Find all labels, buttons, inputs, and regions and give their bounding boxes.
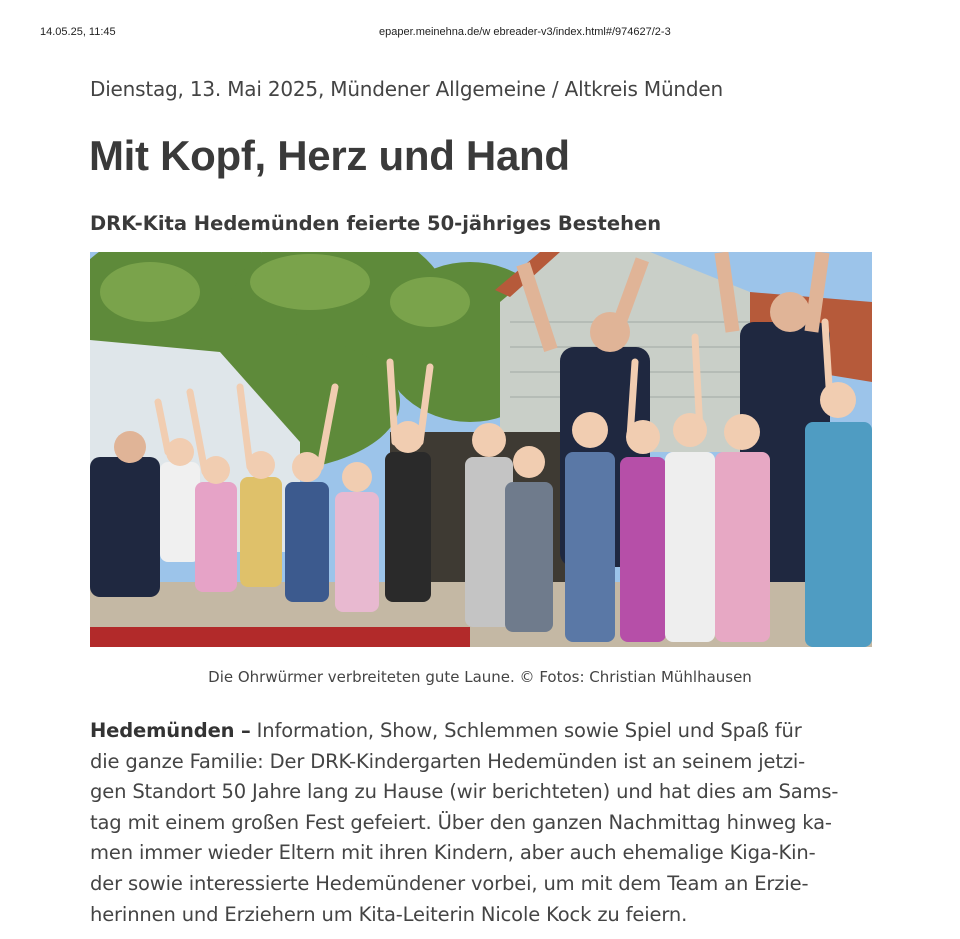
print-timestamp: 14.05.25, 11:45: [40, 26, 116, 38]
body-line: der sowie interessierte Hedemündener vorbei, um mit dem Team an Erzie-: [90, 871, 809, 895]
body-line: tag mit einem großen Fest gefeiert. Über den ganzen Nachmittag hinweg ka-: [90, 810, 832, 834]
body-line: die ganze Familie: Der DRK-Kindergarten Hedemünden ist an seinem jetzi-: [90, 749, 806, 773]
print-header: [0, 26, 960, 40]
article-photo: [90, 252, 872, 647]
body-line-text: Information, Show, Schlemmen sowie Spiel und Spaß für: [250, 719, 802, 742]
body-line: herinnen und Erziehern um Kita-Leiterin Nicole Kock zu feiern.: [90, 902, 688, 926]
print-url: epaper.meinehna.de/w ebreader-v3/index.html#/974627/2-3: [379, 26, 671, 38]
body-line: gen Standort 50 Jahre lang zu Hause (wir berichteten) und hat dies am Sams-: [90, 780, 839, 804]
article-headline: Mit Kopf, Herz und Hand: [89, 132, 570, 179]
photo-caption: Die Ohrwürmer verbreiteten gute Laune. © Fotos: Christian Mühlhausen: [208, 668, 752, 686]
article-body: [90, 716, 880, 930]
body-line: [90, 716, 880, 747]
body-line: men immer wieder Eltern mit ihren Kindern, aber auch ehemalige Kiga-Kin-: [90, 841, 816, 865]
body-lead: Hedemünden –: [90, 719, 251, 742]
article-dateline: Dienstag, 13. Mai 2025, Mündener Allgemeine / Altkreis Münden: [90, 77, 723, 101]
article-subheadline: DRK-Kita Hedemünden feierte 50-jähriges Bestehen: [90, 212, 662, 235]
